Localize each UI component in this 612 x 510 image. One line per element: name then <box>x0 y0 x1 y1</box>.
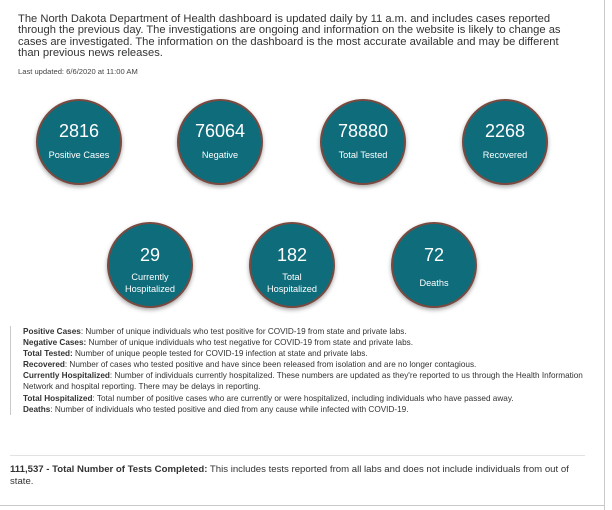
definition-term: Total Hospitalized <box>23 393 93 403</box>
stat-positive-cases <box>36 99 122 185</box>
stat-value: 76064 <box>194 121 246 141</box>
stat-label-line1: Currently <box>131 272 169 282</box>
definition-term: Currently Hospitalized <box>23 371 110 381</box>
stat-value: 182 <box>276 245 308 265</box>
definition-text: : Number of individuals currently hospitalized. These numbers are updated as they're reported to us through the Health Information Network and hospital reporting. There may be delays in reporting. <box>23 371 583 392</box>
stat-negative <box>177 99 263 185</box>
stat-value: 78880 <box>337 121 389 141</box>
stat-recovered <box>462 99 548 185</box>
stat-currently-hospitalized <box>107 222 193 308</box>
definition-item <box>23 348 593 359</box>
definition-text: Number of unique individuals who test negative for COVID-19 from state and private labs. <box>86 338 414 348</box>
panel-border-bottom <box>0 505 605 506</box>
tests-summary-text: This includes tests reported from all labs and does not include individuals from out of state. <box>10 464 569 487</box>
tests-summary <box>10 464 585 488</box>
definition-term: Negative Cases: <box>23 338 87 348</box>
definition-text: : Number of unique individuals who test positive for COVID-19 from state and private labs. <box>80 327 407 336</box>
definition-item <box>23 393 593 404</box>
stat-value: 72 <box>423 245 445 265</box>
stat-total-tested <box>320 99 406 185</box>
stat-label: Recovered <box>482 150 528 160</box>
stat-label: Positive Cases <box>48 150 110 160</box>
stat-label: Deaths <box>419 278 449 288</box>
last-updated: Last updated: 6/6/2020 at 11:00 AM <box>18 67 138 76</box>
panel-border-right <box>604 0 605 510</box>
definition-item <box>23 337 593 348</box>
definition-text: : Total number of positive cases who are currently or were hospitalized, including individuals who have passed away. <box>92 393 514 403</box>
definition-term: Total Tested: <box>23 349 73 359</box>
definition-term: Positive Cases <box>23 327 81 336</box>
definition-text: : Number of individuals who tested positive and died from any cause while infected with COVID-19. <box>50 404 409 414</box>
definition-item <box>23 359 593 370</box>
tests-summary-lead: 111,537 - Total Number of Tests Completed: <box>10 464 208 475</box>
stat-value: 29 <box>139 245 161 265</box>
stat-label-line2: Hospitalized <box>124 284 176 294</box>
definition-item <box>23 404 593 415</box>
stat-label: Negative <box>201 150 239 160</box>
definition-text: : Number of cases who tested positive and have since been released from isolation and are no longer contagious. <box>64 360 477 370</box>
intro-text: The North Dakota Department of Health dashboard is updated daily by 11 a.m. and includes cases reported through the previous day. The investigations are ongoing and information on the website is likely to change as cases are investigated. The information on the dashboard is the most accurate available and may be different than previous news releases. <box>18 13 561 60</box>
stat-label <box>255 271 329 295</box>
stat-label: Total Tested <box>338 150 388 160</box>
definitions-list <box>10 326 593 415</box>
stat-deaths <box>391 222 477 308</box>
stat-label-line1: Total <box>282 272 302 282</box>
stat-total-hospitalized <box>249 222 335 308</box>
definition-term: Deaths <box>23 404 51 414</box>
stat-label <box>113 271 187 295</box>
definition-term: Recovered <box>23 360 65 370</box>
definition-text: Number of unique people tested for COVID-19 infection at state and private labs. <box>72 349 368 359</box>
stat-value: 2268 <box>484 121 526 141</box>
definition-item <box>23 326 593 337</box>
definition-item <box>23 370 593 392</box>
stat-label-line2: Hospitalized <box>266 284 318 294</box>
stat-value: 2816 <box>58 121 100 141</box>
divider <box>10 455 585 456</box>
